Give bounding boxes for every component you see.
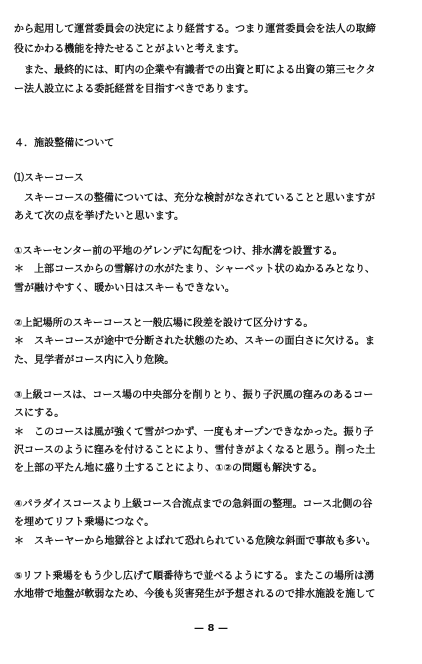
page-number: — 8 — <box>194 623 228 634</box>
paragraph-line: スキーコースの整備については、充分な検討がなされていることと思いますが <box>24 193 376 204</box>
list-item-heading: ①スキーセンター前の平地のゲレンデに勾配をつけ、排水溝を設置する。 <box>14 246 343 257</box>
section-heading: ４．施設整備について <box>14 138 115 149</box>
list-item-note: た、見学者がコース内に入り危険。 <box>14 355 175 366</box>
paragraph-line: 役にかわる機能を持たせることがよいと考えます。 <box>14 44 245 55</box>
list-item-note: 沢コースのように窪みを付けることにより、雪付きがよくなると思う。削った土 <box>14 445 376 456</box>
list-item-heading: ②上記場所のスキーコースと一般広場に段差を設けて区分けする。 <box>14 318 314 329</box>
list-item-heading: ⑤リフト乗場をもう少し広げて順番待ちで並べるようにする。またこの場所は湧 <box>14 571 375 582</box>
list-item-heading: を埋めてリフト乗場につなぐ。 <box>14 517 155 528</box>
list-item-note: を上部の平たん地に盛り土することにより、①②の問題も解決する。 <box>14 463 323 474</box>
list-item-note: ＊ スキーコースが途中で分断された状態のため、スキーの面白さに欠ける。ま <box>14 336 375 347</box>
list-item-note: ＊ このコースは風が強くて雪がつかず、一度もオープンできなかった。振り子 <box>14 427 374 438</box>
paragraph-line: から起用して運営委員会の決定により経営する。つまり運営委員会を法人の取締 <box>14 24 376 35</box>
list-item-heading: スにする。 <box>14 408 65 419</box>
list-item-note: ＊ 上部コースからの雪解けの水がたまり、シャーベット状のぬかるみとなり、 <box>14 264 376 275</box>
list-item-note: 雪が融けやすく、暖かい日はスキーもできない。 <box>14 283 235 294</box>
subsection-heading: ⑴スキーコース <box>14 173 84 184</box>
list-item-heading: 水地帯で地盤が軟弱なため、今後も災害発生が予想されるので排水施設を施して <box>14 589 376 600</box>
list-item-note: ＊ スキーヤーから地獄谷とよばれて恐れられている危険な斜面で事故も多い。 <box>14 536 376 547</box>
list-item-heading: ④パラダイスコースより上級コース合流点までの急斜面の整理。コース北側の谷 <box>14 499 373 510</box>
paragraph-line: ー法人設立による委託経営を目指すべきであります。 <box>14 84 255 95</box>
paragraph-line: また、最終的には、町内の企業や有識者での出資と町による出資の第三セクタ <box>24 65 376 76</box>
list-item-heading: ③上級コースは、コース場の中央部分を削りとり、振り子沢風の窪みのあるコー <box>14 390 374 401</box>
paragraph-line: あえて次の点を挙げたいと思います。 <box>14 211 185 222</box>
